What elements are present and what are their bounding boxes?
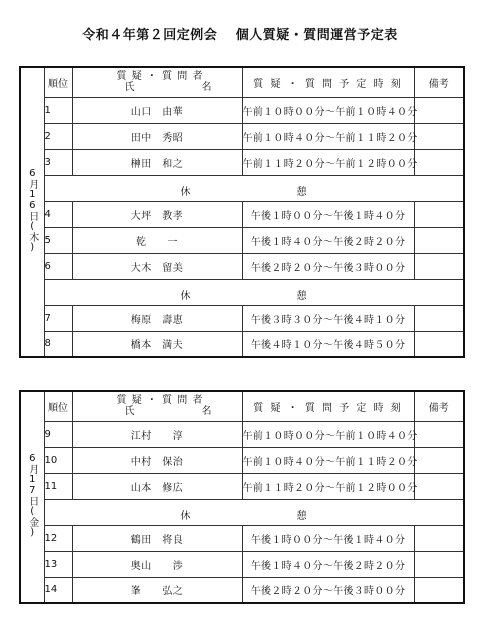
date-cell (20, 67, 44, 357)
asker-name-cell: 峯 弘之 (72, 577, 242, 603)
header-asker-surname: 氏 (124, 82, 135, 94)
break-label-a: 休 (180, 510, 191, 522)
table-row (20, 421, 464, 447)
table-row (20, 253, 464, 279)
asker-name-cell: 江村 淳 (72, 421, 242, 447)
header-asker-line1: 質 疑 ・ 質 問 者 (116, 395, 204, 407)
break-row (20, 175, 464, 201)
asker-name-cell: 鶴田 将良 (72, 525, 242, 551)
rank-cell: 13 (44, 551, 72, 577)
scheduled-time-cell: 午前１１時２０分～午前１２時００分 (242, 149, 414, 175)
header-asker (72, 67, 242, 97)
asker-name-cell: 乾 一 (72, 227, 242, 253)
rank-cell: 9 (44, 421, 72, 447)
table-row (20, 227, 464, 253)
rank-cell: 10 (44, 447, 72, 473)
scheduled-time-cell: 午後１時４０分～午後２時２０分 (242, 227, 414, 253)
break-label-b: 憩 (296, 510, 307, 522)
page-title: 令和４年第２回定例会 個人質疑・質問運営予定表 (82, 28, 398, 43)
asker-name-cell: 山本 修広 (72, 473, 242, 499)
asker-name-cell: 橋本 満夫 (72, 331, 242, 357)
break-label-a: 休 (180, 186, 191, 198)
schedule-table-day2 (19, 390, 465, 604)
scheduled-time-cell: 午後２時２０分～午後３時００分 (242, 253, 414, 279)
scheduled-time-cell: 午後１時００分～午後１時４０分 (242, 525, 414, 551)
table-row (20, 447, 464, 473)
header-rank: 順位 (44, 391, 72, 421)
asker-name-cell: 山口 由華 (72, 97, 242, 123)
asker-name-cell: 大木 留美 (72, 253, 242, 279)
remarks-cell (414, 551, 464, 577)
scheduled-time-cell: 午前１０時４０分～午前１１時２０分 (242, 447, 414, 473)
rank-cell: 3 (44, 149, 72, 175)
break-cell (44, 175, 464, 201)
header-asker (72, 391, 242, 421)
header-asker-givenname: 名 (201, 82, 212, 94)
scheduled-time-cell: 午後２時２０分～午後３時００分 (242, 577, 414, 603)
remarks-cell (414, 525, 464, 551)
remarks-cell (414, 253, 464, 279)
table-row (20, 331, 464, 357)
header-asker-line2 (73, 82, 242, 93)
break-row (20, 499, 464, 525)
break-row (20, 279, 464, 305)
table-row (20, 123, 464, 149)
remarks-cell (414, 421, 464, 447)
break-cell (44, 499, 464, 525)
header-remarks: 備考 (414, 391, 464, 421)
break-label-a: 休 (180, 290, 191, 302)
rank-cell: 2 (44, 123, 72, 149)
header-time: 質 疑 ・ 質 問 予 定 時 刻 (242, 67, 414, 97)
break-label-b: 憩 (296, 290, 307, 302)
table-row (20, 201, 464, 227)
remarks-cell (414, 97, 464, 123)
asker-name-cell: 田中 秀昭 (72, 123, 242, 149)
header-asker-line1: 質 疑 ・ 質 問 者 (116, 71, 204, 83)
asker-name-cell: 榊田 和之 (72, 149, 242, 175)
table-row (20, 149, 464, 175)
break-cell (44, 279, 464, 305)
table-row (20, 551, 464, 577)
rank-cell: 11 (44, 473, 72, 499)
scheduled-time-cell: 午前１０時４０分～午前１１時２０分 (242, 123, 414, 149)
rank-cell: 4 (44, 201, 72, 227)
asker-name-cell: 大坪 教孝 (72, 201, 242, 227)
remarks-cell (414, 331, 464, 357)
rank-cell: 5 (44, 227, 72, 253)
rank-cell: 7 (44, 305, 72, 331)
rank-cell: 14 (44, 577, 72, 603)
header-asker-surname: 氏 (124, 406, 135, 418)
header-remarks: 備考 (414, 67, 464, 97)
rank-cell: 8 (44, 331, 72, 357)
table-row (20, 473, 464, 499)
rank-cell: 12 (44, 525, 72, 551)
remarks-cell (414, 201, 464, 227)
remarks-cell (414, 577, 464, 603)
remarks-cell (414, 447, 464, 473)
scheduled-time-cell: 午前１１時２０分～午前１２時００分 (242, 473, 414, 499)
table-row (20, 305, 464, 331)
scheduled-time-cell: 午後４時１０分～午後４時５０分 (242, 331, 414, 357)
scheduled-time-cell: 午後１時４０分～午後２時２０分 (242, 551, 414, 577)
remarks-cell (414, 227, 464, 253)
scheduled-time-cell: 午前１０時００分～午前１０時４０分 (242, 421, 414, 447)
remarks-cell (414, 149, 464, 175)
date-label: 6月16日(木) (26, 167, 38, 253)
remarks-cell (414, 305, 464, 331)
remarks-cell (414, 473, 464, 499)
scheduled-time-cell: 午後１時００分～午後１時４０分 (242, 201, 414, 227)
asker-name-cell: 中村 保治 (72, 447, 242, 473)
date-cell (20, 391, 44, 603)
asker-name-cell: 奥山 渉 (72, 551, 242, 577)
table-row (20, 525, 464, 551)
date-label: 6月17日(金) (26, 452, 38, 538)
asker-name-cell: 梅原 壽恵 (72, 305, 242, 331)
rank-cell: 6 (44, 253, 72, 279)
header-time: 質 疑 ・ 質 問 予 定 時 刻 (242, 391, 414, 421)
rank-cell: 1 (44, 97, 72, 123)
schedule-table-day1 (19, 66, 465, 358)
scheduled-time-cell: 午前１０時００分～午前１０時４０分 (242, 97, 414, 123)
scheduled-time-cell: 午後３時３０分～午後４時１０分 (242, 305, 414, 331)
table-row (20, 577, 464, 603)
header-asker-givenname: 名 (201, 406, 212, 418)
header-asker-line2 (73, 406, 242, 417)
table-row (20, 97, 464, 123)
header-rank: 順位 (44, 67, 72, 97)
remarks-cell (414, 123, 464, 149)
break-label-b: 憩 (296, 186, 307, 198)
